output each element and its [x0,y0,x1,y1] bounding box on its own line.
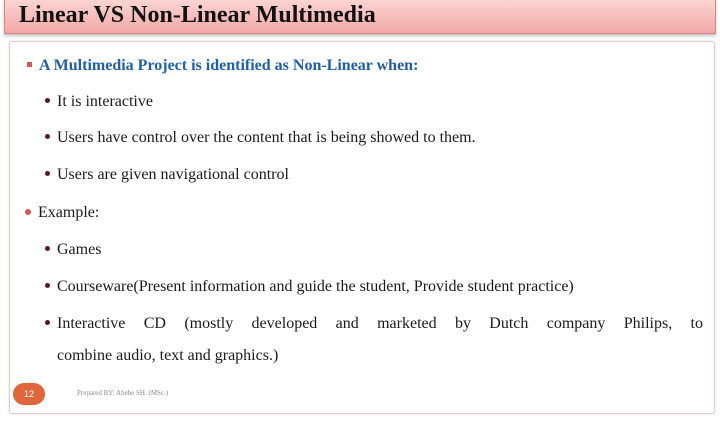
example-row [25,203,99,223]
list-item-continuation: combine audio, text and graphics.) [57,347,279,364]
list-item-text: Courseware(Present information and guide the student, Provide student practice) [57,278,574,295]
bullet-icon [45,134,50,139]
title-bar [4,0,716,34]
heading-row [27,56,418,76]
bullet-icon [45,283,50,288]
list-item-text: Users are given navigational control [57,166,289,183]
bullet-icon [45,171,50,176]
list-item-text: Interactive CD (mostly developed and marketed by Dutch company Philips, to [57,315,703,332]
list-item [45,240,101,260]
slide-title: Linear VS Non-Linear Multimedia [19,2,376,28]
list-item [45,165,289,185]
footer-author: Prepared BY: Abebe SH. (MSc.) [77,389,169,397]
list-item-text: It is interactive [57,93,153,110]
bullet-icon [45,320,50,325]
section-heading: A Multimedia Project is identified as Non-Linear when: [39,57,419,74]
example-label: Example: [38,204,100,221]
square-bullet-icon [27,62,32,67]
list-item-text: Users have control over the content that is being showed to them. [57,129,476,146]
bullet-icon [45,246,50,251]
list-item [45,92,153,112]
list-item [45,314,57,334]
list-item-text: Games [57,241,102,258]
list-item [45,128,476,148]
bullet-icon [25,209,31,215]
list-item [45,277,574,297]
page-number-badge: 12 [13,383,45,405]
bullet-icon [45,98,50,103]
